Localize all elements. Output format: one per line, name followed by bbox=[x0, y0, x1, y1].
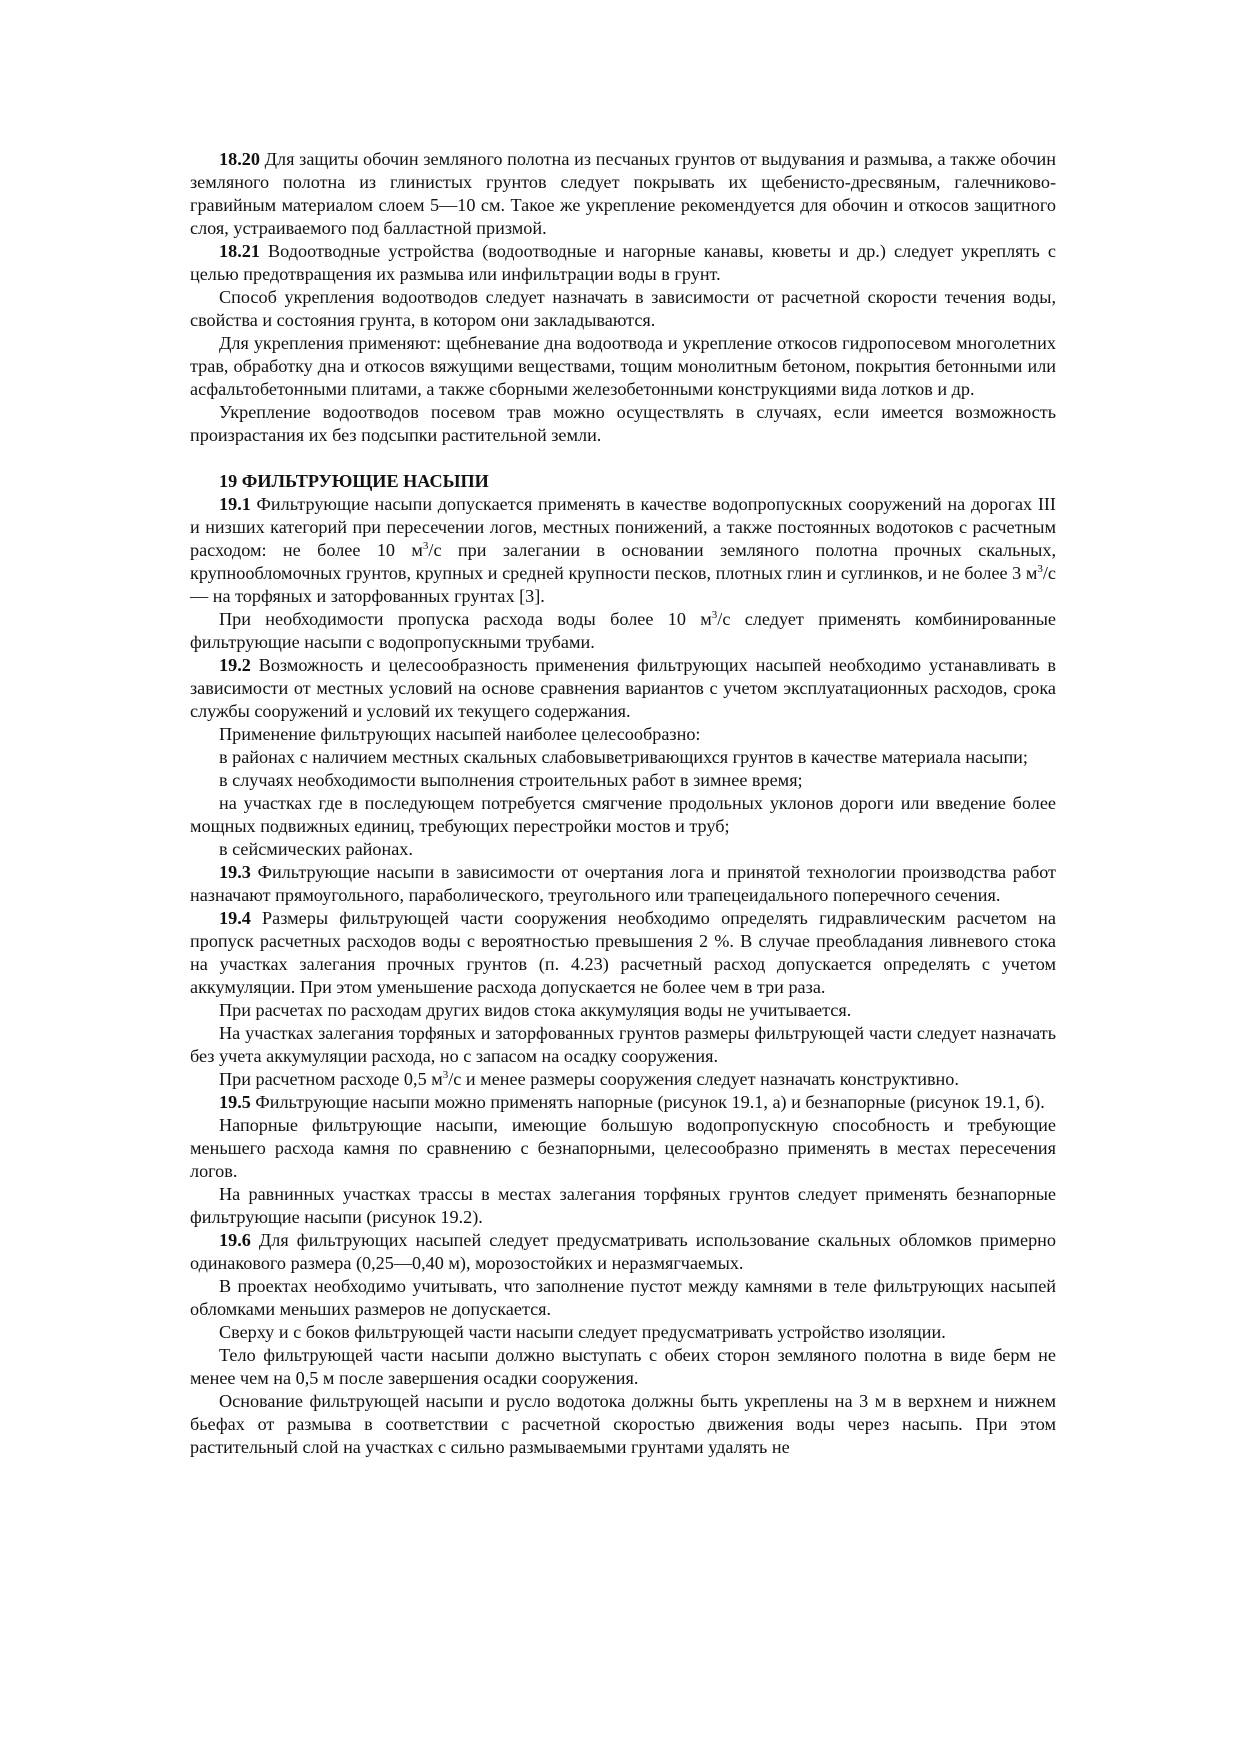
superscript: 3 bbox=[442, 1069, 449, 1081]
list-item: в случаях необходимости выполнения строительных работ в зимнее время; bbox=[219, 770, 803, 790]
clause-number: 19.1 bbox=[219, 494, 251, 514]
text-run: При необходимости пропуска расхода воды более 10 м bbox=[219, 609, 712, 629]
paragraph-text bbox=[190, 1068, 1056, 1091]
clause-number: 19.4 bbox=[219, 908, 251, 928]
paragraph-text: Для фильтрующих насыпей следует предусматривать использование скальных обломков примерно одинакового размера (0,25—0,40 м), морозостойких и неразмягчаемых. bbox=[190, 1230, 1056, 1273]
paragraph-text: Водоотводные устройства (водоотводные и нагорные канавы, кюветы и др.) следует укреплять с целью предотвращения их размыва или инфильтрации воды в грунт. bbox=[190, 241, 1056, 284]
paragraph-text: На участках залегания торфяных и заторфованных грунтов размеры фильтрующей части следует назначать без учета аккумуляции расхода, но с запасом на осадку сооружения. bbox=[190, 1023, 1056, 1066]
text-run: /с и менее размеры сооружения следует назначать конструктивно. bbox=[448, 1069, 959, 1089]
list-item: в районах с наличием местных скальных слабовыветривающихся грунтов в качестве материала насыпи; bbox=[219, 747, 1028, 767]
paragraph-text: Фильтрующие насыпи можно применять напорные (рисунок 19.1, а) и безнапорные (рисунок 19.1, б). bbox=[250, 1092, 1045, 1112]
paragraph-19-6 bbox=[190, 1229, 1056, 1275]
text-run: При расчетном расходе 0,5 м bbox=[219, 1069, 443, 1089]
paragraph-19-4 bbox=[190, 907, 1056, 999]
clause-number: 19.3 bbox=[219, 862, 251, 882]
paragraph-19-1 bbox=[190, 493, 1056, 608]
text-run: /с — на торфяных и заторфованных грунтах [3]. bbox=[190, 563, 1056, 606]
clause-number: 18.20 bbox=[219, 149, 260, 169]
paragraph-18-20 bbox=[190, 148, 1056, 240]
paragraph-text: Размеры фильтрующей части сооружения необходимо определять гидравлическим расчетом на пропуск расчетных расходов воды с вероятностью превышения 2 %. В случае преобладания ливневого стока на участках залегания прочных грунтов (п. 4.23) расчетный расход допускается определять с учетом аккумуляции. При этом уменьшение расхода допускается не более чем в три раза. bbox=[190, 908, 1056, 997]
paragraph-text: При расчетах по расходам других видов стока аккумуляция воды не учитывается. bbox=[219, 1000, 852, 1020]
paragraph-text: Для укрепления применяют: щебневание дна водоотвода и укрепление откосов гидропосевом многолетних трав, обработку дна и откосов вяжущими веществами, тощим монолитным бетоном, покрытия бетонными или асфальтобетонными плитами, а также сборными железобетонными конструкциями вида лотков и др. bbox=[190, 333, 1056, 399]
clause-number: 18.21 bbox=[219, 241, 260, 261]
paragraph-19-5 bbox=[190, 1091, 1056, 1114]
clause-number: 19.2 bbox=[219, 655, 251, 675]
paragraph-text: Сверху и с боков фильтрующей части насыпи следует предусматривать устройство изоляции. bbox=[219, 1322, 946, 1342]
paragraph-text: В проектах необходимо учитывать, что заполнение пустот между камнями в теле фильтрующих насыпей обломками меньших размеров не допускается. bbox=[190, 1276, 1056, 1319]
paragraph-text: На равнинных участках трассы в местах залегания торфяных грунтов следует применять безнапорные фильтрующие насыпи (рисунок 19.2). bbox=[190, 1184, 1056, 1227]
paragraph-19-2 bbox=[190, 654, 1056, 723]
paragraph-text: Напорные фильтрующие насыпи, имеющие большую водопропускную способность и требующие меньшего расхода камня по сравнению с безнапорными, целесообразно применять в местах пересечения логов. bbox=[190, 1115, 1056, 1181]
paragraph-text bbox=[190, 608, 1056, 654]
list-item: на участках где в последующем потребуется смягчение продольных уклонов дороги или введение более мощных подвижных единиц, требующих перестройки мостов и труб; bbox=[190, 793, 1056, 836]
superscript: 3 bbox=[422, 540, 429, 552]
paragraph-19-3 bbox=[190, 861, 1056, 907]
paragraph-18-21 bbox=[190, 240, 1056, 286]
paragraph-text: Фильтрующие насыпи в зависимости от очертания лога и принятой технологии производства работ назначают прямоугольного, параболического, треугольного или трапецеидального поперечного сечения. bbox=[190, 862, 1056, 905]
paragraph-text: Для защиты обочин земляного полотна из песчаных грунтов от выдувания и размыва, а также обочин земляного полотна из глинистых грунтов следует покрывать их щебенисто-дресвяным, галечниково-гравийным материалом слоем 5—10 см. Такое же укрепление рекомендуется для обочин и откосов защитного слоя, устраиваемого под балластной призмой. bbox=[190, 149, 1056, 238]
text-run: /с при залегании в основании земляного полотна прочных скальных, крупнообломочных грунтов, крупных и средней крупности песков, плотных глин и суглинков, и не более 3 м bbox=[190, 540, 1056, 583]
superscript: 3 bbox=[1037, 563, 1043, 575]
list-item: в сейсмических районах. bbox=[219, 839, 413, 859]
document-page bbox=[190, 148, 1056, 1459]
paragraph-text: Тело фильтрующей части насыпи должно выступать с обеих сторон земляного полотна в виде берм не менее чем на 0,5 м после завершения осадки сооружения. bbox=[190, 1345, 1056, 1388]
text-run: Фильтрующие насыпи допускается применять в качестве водопропускных сооружений на дорогах III и низших категорий при пересечении логов, местных понижений, а также постоянных водотоков с расчетным расходом: не более 10 м bbox=[190, 494, 1056, 560]
section-heading: 19 ФИЛЬТРУЮЩИЕ НАСЫПИ bbox=[219, 471, 489, 491]
superscript: 3 bbox=[711, 609, 718, 621]
text-run: /с следует применять комбинированные фильтрующие насыпи с водопропускными трубами. bbox=[190, 609, 1056, 652]
paragraph-text: Возможность и целесообразность применения фильтрующих насыпей необходимо устанавливать в зависимости от местных условий на основе сравнения вариантов с учетом эксплуатационных расходов, срока службы сооружений и условий их текущего содержания. bbox=[190, 655, 1056, 721]
clause-number: 19.5 bbox=[219, 1092, 251, 1112]
paragraph-text: Способ укрепления водоотводов следует назначать в зависимости от расчетной скорости течения воды, свойства и состояния грунта, в котором они закладываются. bbox=[190, 287, 1056, 330]
paragraph-text: Применение фильтрующих насыпей наиболее целесообразно: bbox=[219, 724, 701, 744]
paragraph-text: Укрепление водоотводов посевом трав можно осуществлять в случаях, если имеется возможность произрастания их без подсыпки растительной земли. bbox=[190, 402, 1056, 445]
clause-number: 19.6 bbox=[219, 1230, 251, 1250]
paragraph-text: Основание фильтрующей насыпи и русло водотока должны быть укреплены на 3 м в верхнем и нижнем бьефах от размыва в соответствии с расчетной скоростью движения воды через насыпь. При этом растительный слой на участках с сильно размываемыми грунтами удалять не bbox=[190, 1391, 1056, 1457]
